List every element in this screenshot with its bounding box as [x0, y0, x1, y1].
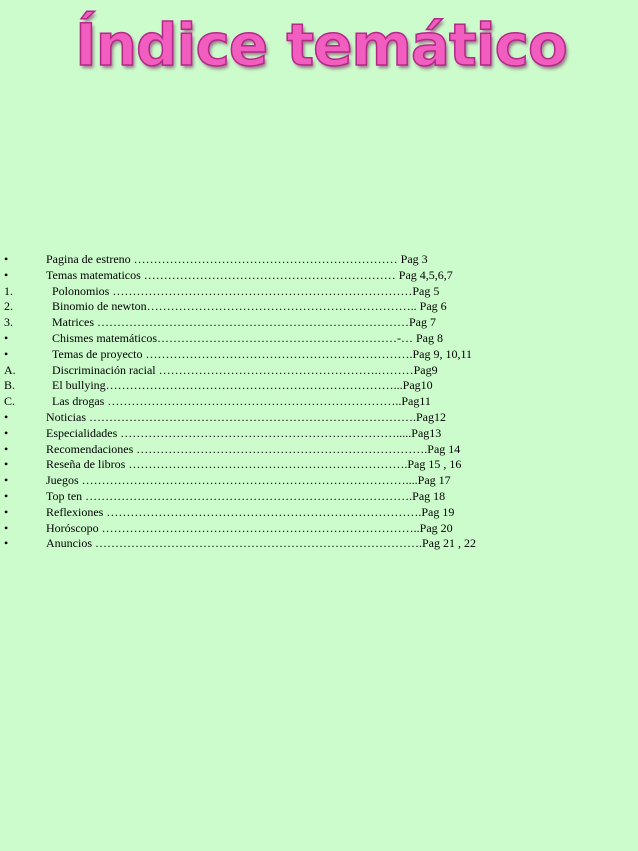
toc-entry-text: Especialidades …………………………………………………………….....Pag13 [46, 425, 442, 440]
toc-entry [0, 442, 638, 458]
toc-entry [0, 378, 638, 394]
toc-entry-marker: • [4, 473, 9, 488]
toc-entry-text: Pagina de estreno ………………………………………………………… Pag 3 [46, 252, 428, 266]
toc-entry-marker: 3. [4, 315, 13, 330]
toc-entry-text: Horóscopo ……………………………………………………………………..Pag 20 [46, 520, 453, 535]
toc-entry-marker: • [4, 252, 9, 266]
toc-entry-text: Juegos ………………………………………………………………………....Pag 17 [46, 473, 451, 488]
toc-entry [0, 521, 638, 537]
toc-entry-text: Discriminación racial ……………………………………………….………Pag9 [52, 362, 438, 377]
toc-entry-marker: • [4, 346, 9, 361]
toc-entry-text: Noticias ……………………………………………………………………….Pag12 [46, 409, 446, 424]
table-of-contents [0, 252, 638, 552]
toc-entry [0, 299, 638, 315]
toc-entry-text: Reseña de libros …………………………………………………………….Pag 15 , 16 [46, 457, 462, 472]
toc-entry [0, 284, 638, 300]
toc-entry-text: Temas matematicos ……………………………………………………… Pag 4,5,6,7 [46, 267, 453, 282]
toc-entry-marker: • [4, 457, 9, 472]
toc-entry-marker: • [4, 425, 9, 440]
page-title: Índice temático [75, 11, 567, 79]
title-container [0, 11, 638, 79]
toc-entry-text: Polonomios …………………………………………………………………Pag 5 [52, 283, 440, 298]
toc-entry-text: Temas de proyecto ………………………………………………………….Pag 9, 10,11 [52, 346, 473, 361]
toc-entry-text: Reflexiones …………………………………………………………………….Pag 19 [46, 504, 455, 519]
toc-entry [0, 410, 638, 426]
toc-entry-text: Las drogas ………………………………………………………………..Pag11 [52, 394, 431, 409]
toc-entry [0, 473, 638, 489]
toc-entry [0, 252, 638, 268]
toc-entry-text: El bullying………………………………………………………………...Pag10 [52, 378, 433, 393]
toc-entry-text: Binomio de newton………………………………………………………….. Pag 6 [52, 299, 447, 314]
toc-entry-marker: • [4, 520, 9, 535]
toc-entry [0, 536, 638, 552]
toc-entry [0, 363, 638, 379]
toc-entry-marker: • [4, 330, 9, 345]
toc-entry-marker: • [4, 488, 9, 503]
toc-entry-text: Recomendaciones ……………………………………………………………….Pag 14 [46, 441, 461, 456]
toc-entry [0, 315, 638, 331]
toc-entry-marker: B. [4, 378, 16, 393]
toc-entry-text: Anuncios ……………………………………………………………………….Pag 21 , 22 [46, 536, 476, 551]
toc-entry-marker: • [4, 267, 9, 282]
toc-entry [0, 505, 638, 521]
toc-entry-marker: 2. [4, 299, 13, 314]
toc-entry [0, 426, 638, 442]
toc-entry-marker: • [4, 441, 9, 456]
toc-entry-marker: • [4, 504, 9, 519]
toc-entry-text: Matrices ……………………………………………………………………Pag 7 [52, 315, 436, 330]
toc-entry [0, 489, 638, 505]
toc-entry-marker: C. [4, 394, 16, 409]
toc-entry [0, 331, 638, 347]
toc-entry-text: Top ten ……………………………………………………………………….Pag 18 [46, 488, 446, 503]
toc-entry [0, 457, 638, 473]
toc-entry [0, 394, 638, 410]
toc-entry [0, 347, 638, 363]
toc-entry-marker: • [4, 536, 9, 551]
toc-entry [0, 268, 638, 284]
toc-entry-marker: A. [4, 362, 16, 377]
toc-entry-text: Chismes matemáticos……………………………………………………-… Pag 8 [52, 330, 443, 345]
toc-entry-marker: • [4, 409, 9, 424]
toc-entry-marker: 1. [4, 283, 13, 298]
